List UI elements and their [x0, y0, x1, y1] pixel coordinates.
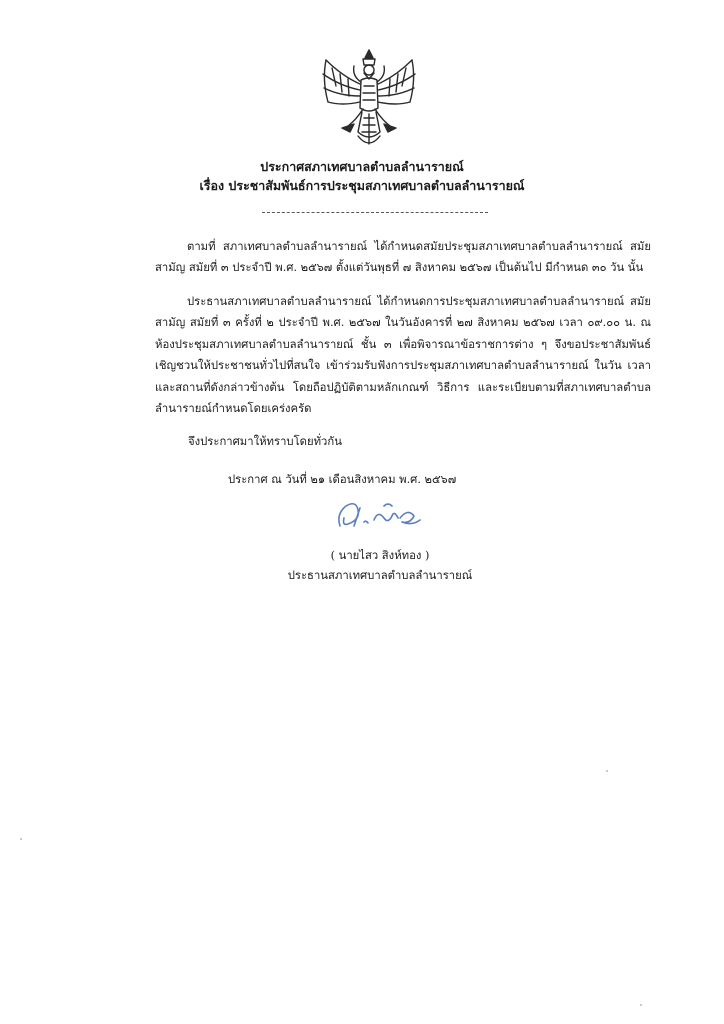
scan-speck	[20, 838, 22, 840]
scan-speck	[640, 1004, 642, 1006]
paragraph-2: ประธานสภาเทศบาลตำบลลำนารายณ์ ได้กำหนดการประชุมสภาเทศบาลตำบลลำนารายณ์ สมัยสามัญ สมัยที่ ๓ ครั้งที่ ๒ ประจำปี พ.ศ. ๒๕๖๗ ในวันอังคารที่ ๒๗ สิงหาคม ๒๕๖๗ เวลา ๐๙.๐๐ น. ณ ห้องประชุมสภาเทศบาลตำบลลำนารายณ์ ชั้น ๓ เพื่อพิจารณาข้อราชการต่าง ๆ จึงขอประชาสัมพันธ์ เชิญชวนให้ประชาชนทั่วไปที่สนใจ เข้าร่วมรับฟังการประชุมสภาเทศบาลตำบลลำนารายณ์ ในวัน เวลา และสถานที่ดังกล่าวข้างต้น โดยถือปฏิบัติตามหลักเกณฑ์ วิธีการ และระเบียบตามที่สภาเทศบาลตำบล ลำนารายณ์กำหนดโดยเคร่งครัด	[155, 295, 651, 416]
signer-title: ประธานสภาเทศบาลตำบลลำนารายณ์	[287, 569, 473, 582]
paragraph-1: ตามที่ สภาเทศบาลตำบลลำนารายณ์ ได้กำหนดสมัยประชุมสภาเทศบาลตำบลลำนารายณ์ สมัยสามัญ สมัยที่ ๓ ประจำปี พ.ศ. ๒๕๖๗ ตั้งแต่วันพุธที่ ๗ สิงหาคม ๒๕๖๗ เป็นต้นไป มีกำหนด ๓๐ วัน นั้น	[155, 240, 651, 275]
scan-speck	[606, 770, 608, 772]
garuda-emblem-icon	[318, 46, 420, 150]
handwritten-signature	[330, 496, 426, 534]
document-title: ประกาศสภาเทศบาลตำบลลำนารายณ์	[260, 159, 464, 174]
closing-line: จึงประกาศมาให้ทราบโดยทั่วกัน	[188, 435, 342, 448]
document-subject: เรื่อง ประชาสัมพันธ์การประชุมสภาเทศบาลตำบลลำนารายณ์	[199, 178, 525, 193]
announcement-date: ประกาศ ณ วันที่ ๒๑ เดือนสิงหาคม พ.ศ. ๒๕๖๗	[228, 473, 457, 486]
signer-name: ( นายไสว สิงห์ทอง )	[330, 549, 430, 562]
divider-line	[262, 212, 488, 213]
